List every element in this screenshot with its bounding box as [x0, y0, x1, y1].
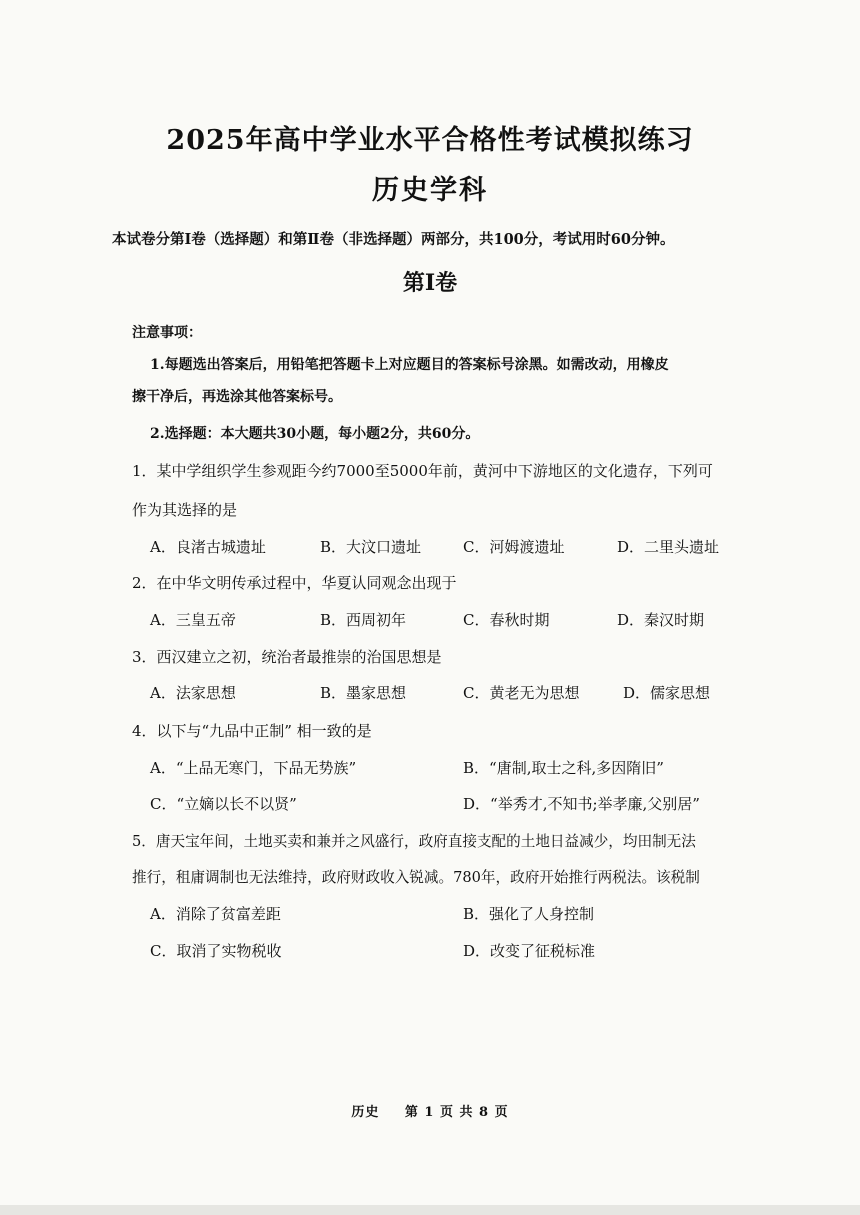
question-1-option-d: D．二里头遗址 — [617, 538, 720, 556]
question-2-option-c: C．春秋时期 — [463, 611, 550, 629]
footer-subject: 历史 — [351, 1105, 380, 1120]
footer-page-number: 第 1 页 共 8 页 — [404, 1105, 509, 1120]
question-2-option-a: A．三皇五帝 — [150, 611, 236, 629]
note-item-1-line-1: 1.每题选出答案后，用铅笔把答题卡上对应题目的答案标号涂黑。如需改动，用橡皮 — [150, 357, 669, 373]
question-5-option-b: B．强化了人身控制 — [463, 905, 595, 923]
scan-bottom-edge — [0, 1205, 860, 1215]
question-1-option-c: C．河姆渡遗址 — [463, 538, 565, 556]
question-3-option-c: C．黄老无为思想 — [463, 684, 580, 702]
question-3-option-d: D．儒家思想 — [623, 684, 711, 702]
question-5-option-a: A．消除了贫富差距 — [150, 905, 281, 923]
question-4-option-c: C．“立嫡以长不以贤” — [150, 795, 297, 813]
exam-title: 2025年高中学业水平合格性考试模拟练习 — [166, 125, 694, 156]
volume-heading: 第Ⅰ卷 — [402, 270, 458, 296]
question-1-option-b: B．大汶口遗址 — [320, 538, 422, 556]
exam-intro: 本试卷分第Ⅰ卷（选择题）和第Ⅱ卷（非选择题）两部分，共100分，考试用时60分钟。 — [112, 231, 675, 248]
question-1-stem-line-2: 作为其选择的是 — [132, 501, 238, 519]
question-5-option-d: D．改变了征税标准 — [463, 942, 596, 960]
question-3-option-b: B．墨家思想 — [320, 684, 407, 702]
notes-heading: 注意事项： — [132, 325, 202, 341]
question-4-option-b: B．“唐制,取士之科,多因隋旧” — [463, 759, 664, 777]
page-footer — [0, 1101, 860, 1120]
question-2-stem: 2．在中华文明传承过程中，华夏认同观念出现于 — [132, 574, 457, 592]
question-3-option-a: A．法家思想 — [150, 684, 236, 702]
question-5-option-c: C．取消了实物税收 — [150, 942, 282, 960]
question-4-option-a: A．“上品无寒门，下品无势族” — [150, 759, 357, 777]
question-2-option-b: B．西周初年 — [320, 611, 407, 629]
question-5-stem-line-2: 推行，租庸调制也无法维持，政府财政收入锐减。780年，政府开始推行两税法。该税制 — [132, 869, 700, 886]
question-4-stem: 4．以下与“九品中正制” 相一致的是 — [132, 722, 372, 740]
subject-title: 历史学科 — [372, 175, 488, 206]
note-item-1-line-2: 擦干净后，再选涂其他答案标号。 — [132, 389, 342, 405]
question-1-stem-line-1: 1．某中学组织学生参观距今约7000至5000年前，黄河中下游地区的文化遗存，下列可 — [132, 462, 713, 480]
question-3-stem: 3．西汉建立之初，统治者最推崇的治国思想是 — [132, 648, 442, 666]
question-1-option-a: A．良渚古城遗址 — [150, 538, 266, 556]
question-2-option-d: D．秦汉时期 — [617, 611, 705, 629]
question-4-option-d: D．“举秀才,不知书;举孝廉,父别居” — [463, 795, 700, 813]
question-5-stem-line-1: 5．唐天宝年间，土地买卖和兼并之风盛行，政府直接支配的土地日益减少，均田制无法 — [132, 833, 696, 850]
note-item-2: 2.选择题：本大题共30小题，每小题2分，共60分。 — [150, 426, 480, 442]
